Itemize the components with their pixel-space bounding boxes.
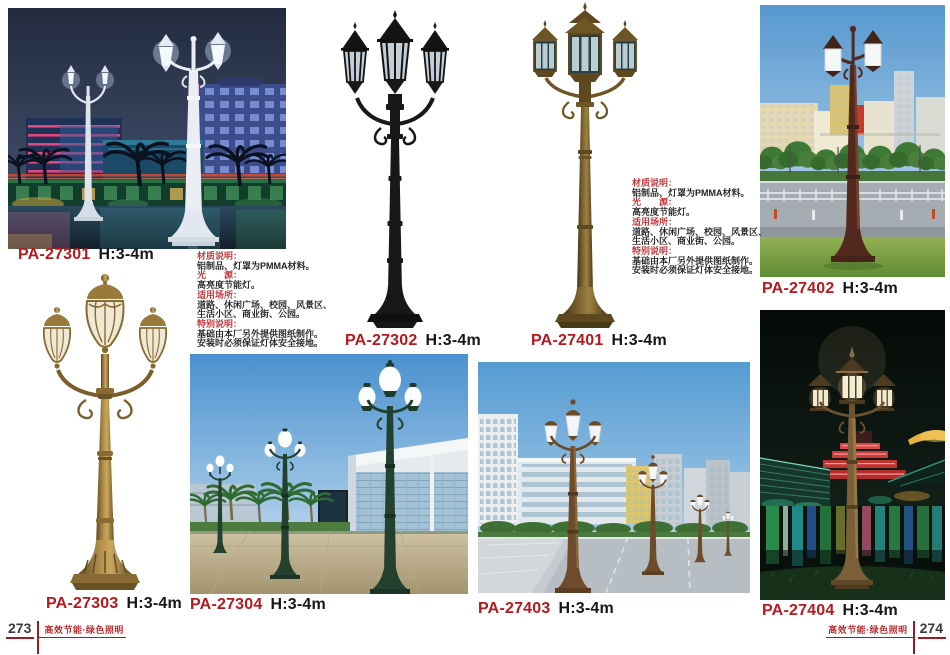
product-code-27304: PA-27304	[190, 596, 263, 613]
spec-block-left	[197, 252, 349, 349]
spec-usage-line2: 生活小区、商业街、公园。	[197, 309, 306, 320]
spec-usage-line2: 生活小区、商业街、公园。	[632, 236, 741, 247]
spec-special-line2: 安装时必须保证灯体安全接地。	[197, 338, 324, 349]
product-height-27304: H:3-4m	[270, 596, 326, 613]
photo-27304	[190, 354, 468, 594]
product-height-27402: H:3-4m	[842, 280, 898, 297]
product-code-27301: PA-27301	[18, 246, 91, 263]
photo-27403-image	[478, 362, 750, 593]
page-number-left: 273	[6, 621, 34, 639]
product-height-27302: H:3-4m	[425, 332, 481, 349]
center-acorn-lantern	[86, 274, 123, 353]
pole-and-base	[367, 94, 423, 328]
photo-27402	[760, 5, 945, 277]
spec-special-heading: 特别说明：	[197, 318, 243, 329]
product-code-27401: PA-27401	[531, 332, 604, 349]
caption-27303	[46, 595, 182, 613]
pole-and-base	[555, 82, 615, 328]
spec-usage-line1: 道路、休闲广场、校园、风景区、	[197, 299, 333, 310]
caption-27402	[762, 280, 898, 298]
spec-special-line2: 安装时必须保证灯体安全接地。	[632, 265, 759, 276]
spec-usage-heading: 适用场所：	[197, 289, 243, 300]
footer-slogan-left: 高效节能·绿色照明	[39, 621, 126, 638]
spec-light-line: 高亮度节能灯。	[632, 207, 696, 218]
product-code-27403: PA-27403	[478, 600, 551, 617]
product-27401-lamp	[525, 2, 645, 332]
product-code-27303: PA-27303	[46, 595, 119, 612]
product-image-27302	[333, 6, 468, 331]
modern-building	[348, 438, 468, 542]
caption-27403	[478, 600, 614, 618]
caption-27302	[345, 332, 481, 350]
spec-material-line: 铝制品、灯罩为PMMA材料。	[632, 187, 750, 198]
product-code-27402: PA-27402	[762, 280, 835, 297]
footer-left	[6, 621, 126, 654]
center-lantern	[565, 2, 605, 82]
spec-light-heading: 光 源：	[197, 270, 243, 281]
road-and-sidewalk	[478, 537, 750, 593]
product-height-27303: H:3-4m	[126, 595, 182, 612]
wet-plaza-ground	[8, 206, 286, 249]
photo-27404	[760, 310, 945, 600]
spec-material-heading: 材质说明：	[632, 178, 678, 188]
plaza-paving	[190, 531, 468, 594]
product-image-27401	[525, 2, 645, 332]
spec-light-heading: 光 源：	[632, 197, 678, 208]
caption-27404	[762, 602, 898, 620]
spec-light-line: 高亮度节能灯。	[197, 280, 261, 291]
photo-27402-image	[760, 5, 945, 277]
product-height-27301: H:3-4m	[98, 246, 154, 263]
spec-block-right	[632, 179, 784, 276]
photo-27301	[8, 8, 286, 249]
spec-material-heading: 材质说明：	[197, 251, 243, 261]
product-27302-lamp	[333, 6, 468, 331]
spec-special-line1: 基础由本厂另外提供图纸制作。	[197, 328, 324, 339]
product-height-27404: H:3-4m	[842, 602, 898, 619]
caption-27304	[190, 596, 326, 614]
product-image-27303	[30, 268, 180, 593]
footer-divider-right	[913, 621, 915, 654]
photo-27404-image	[760, 310, 945, 600]
spec-special-heading: 特别说明：	[632, 245, 678, 256]
caption-27301	[18, 246, 154, 264]
photo-27301-image	[8, 8, 286, 249]
center-lantern	[377, 10, 413, 94]
page-number-right: 274	[918, 621, 946, 639]
spec-usage-heading: 适用场所：	[632, 216, 678, 227]
spec-material-line: 铝制品、灯罩为PMMA材料。	[197, 260, 315, 271]
footer-right	[826, 621, 946, 654]
photo-27403	[478, 362, 750, 593]
spec-special-line1: 基础由本厂另外提供图纸制作。	[632, 255, 759, 266]
photo-27304-image	[190, 354, 468, 594]
product-height-27403: H:3-4m	[558, 600, 614, 617]
product-height-27401: H:3-4m	[611, 332, 667, 349]
spec-usage-line1: 道路、休闲广场、校园、风景区、	[632, 226, 768, 237]
product-27303-lamp	[30, 268, 180, 593]
footer-slogan-right: 高效节能·绿色照明	[826, 621, 913, 638]
caption-27401	[531, 332, 667, 350]
product-code-27404: PA-27404	[762, 602, 835, 619]
product-code-27302: PA-27302	[345, 332, 418, 349]
